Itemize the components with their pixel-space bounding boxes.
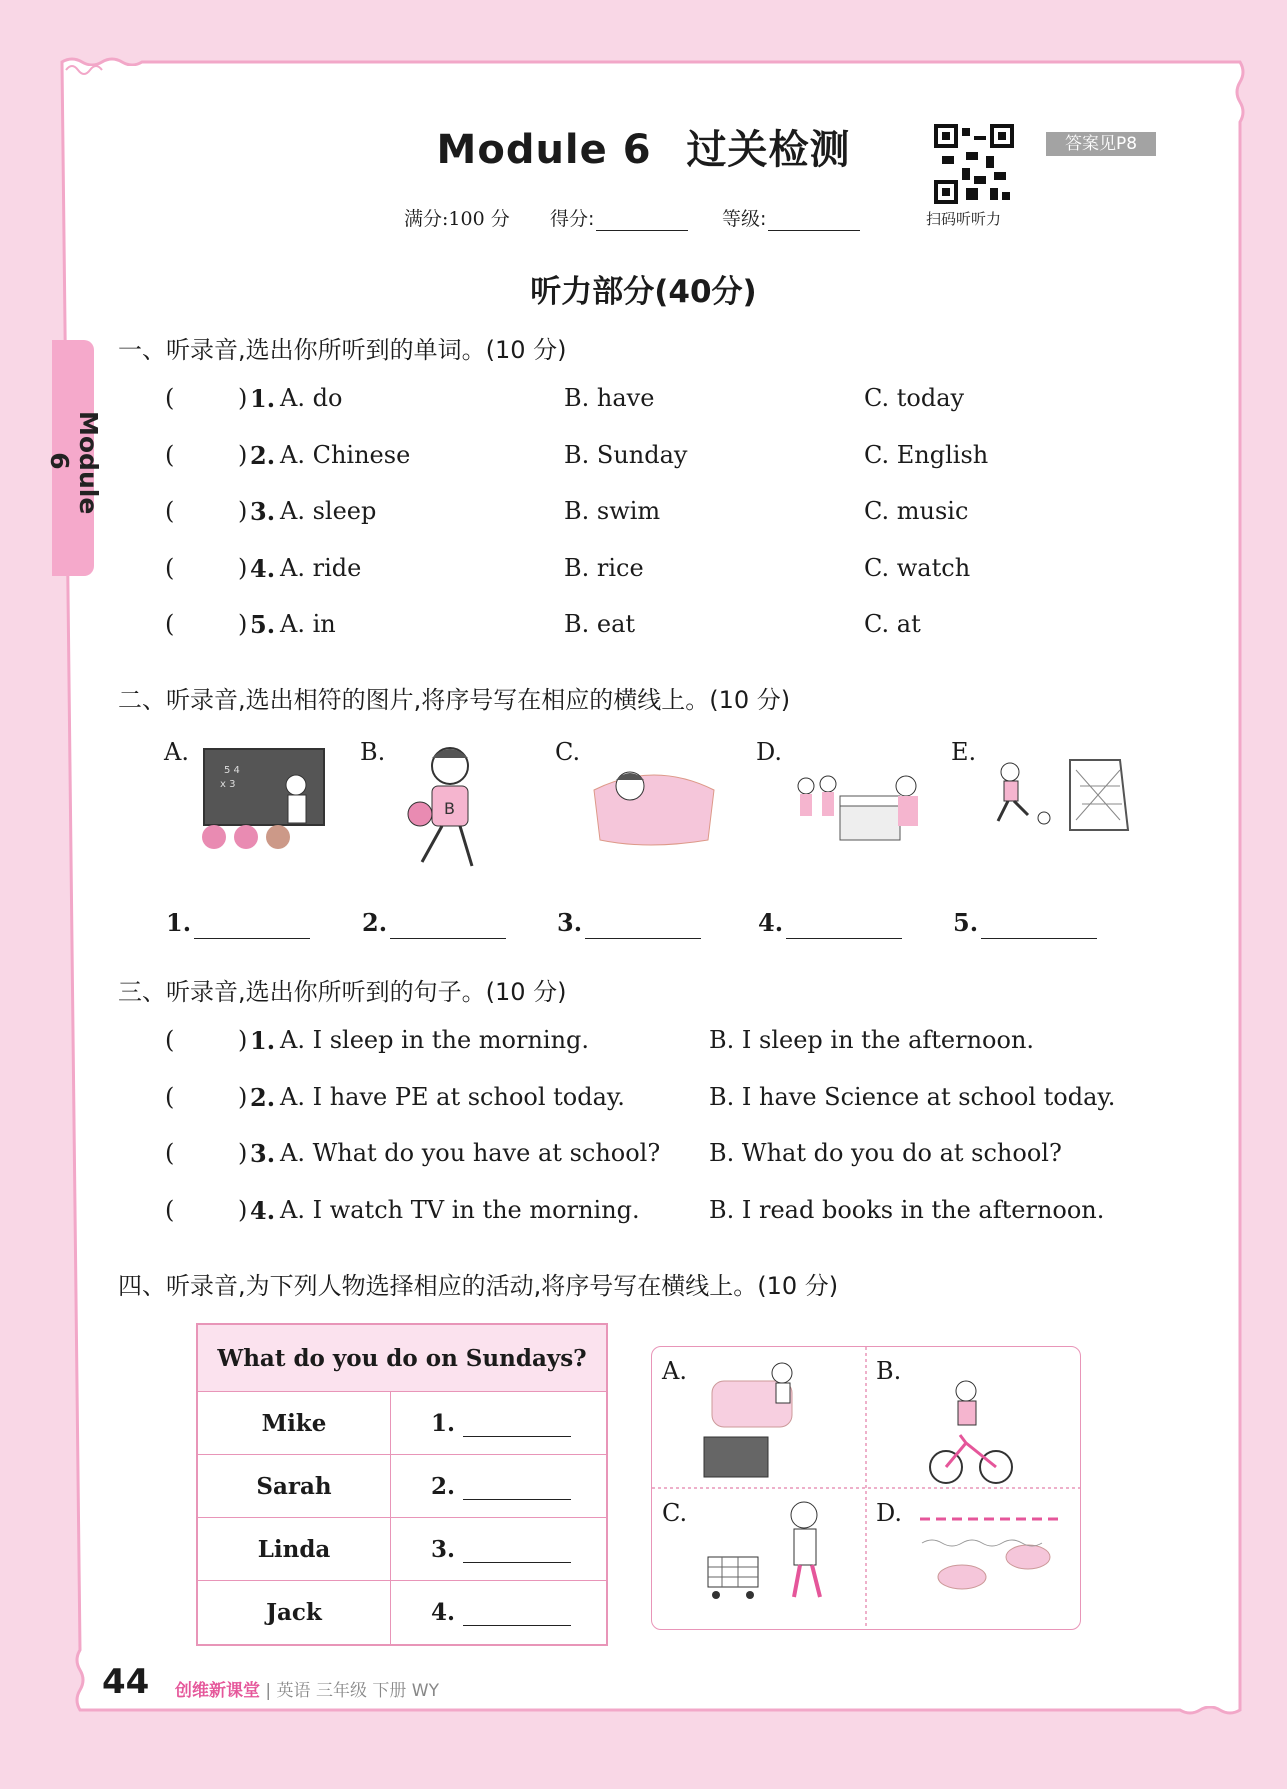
q1-item-number: 2. bbox=[250, 440, 276, 470]
footer-info: 创维新课堂 | 英语 三年级 下册 WY bbox=[175, 1681, 439, 1701]
q3-option-b: B. I read books in the afternoon. bbox=[709, 1195, 1105, 1224]
answer-cell bbox=[391, 1581, 608, 1645]
q3-item-number: 3. bbox=[250, 1139, 276, 1168]
answer-slot[interactable] bbox=[180, 610, 238, 638]
answer-bracket-open: ( bbox=[165, 1082, 175, 1111]
boy-basketball-image bbox=[392, 744, 492, 874]
q1-option-a: A. ride bbox=[280, 553, 362, 582]
answer-blank-line[interactable] bbox=[463, 1414, 571, 1437]
answer-number: 4. bbox=[431, 1599, 456, 1627]
picture-label: D. bbox=[756, 738, 783, 766]
q1-option-c: C. watch bbox=[864, 553, 971, 582]
q3-heading: 三、听录音,选出你所听到的句子。(10 分) bbox=[118, 978, 567, 1006]
answer-blank-line[interactable] bbox=[981, 916, 1097, 939]
q1-option-c: C. at bbox=[864, 610, 921, 638]
blank-number: 5. bbox=[953, 908, 979, 937]
grade-label: 等级: bbox=[722, 208, 767, 230]
q1-item-number: 4. bbox=[250, 553, 276, 583]
picture-label: B. bbox=[360, 738, 386, 766]
person-name: Sarah bbox=[197, 1455, 391, 1518]
qr-code[interactable] bbox=[934, 124, 1014, 204]
answer-slot[interactable] bbox=[180, 1139, 238, 1167]
q1-item-number: 1. bbox=[250, 384, 276, 413]
answer-number: 2. bbox=[431, 1472, 456, 1500]
answer-number: 3. bbox=[431, 1535, 456, 1563]
answer-bracket-open: ( bbox=[165, 1195, 175, 1224]
picture-label: C. bbox=[555, 738, 581, 766]
q1-option-b: B. Sunday bbox=[564, 440, 688, 469]
answer-cell bbox=[391, 1455, 608, 1518]
answer-bracket-close: ) bbox=[238, 553, 248, 582]
activity-table-header: What do you do on Sundays? bbox=[197, 1324, 607, 1392]
answer-bracket-open: ( bbox=[165, 1139, 175, 1167]
q3-option-a: A. I watch TV in the morning. bbox=[280, 1195, 640, 1224]
title-cn: 过关检测 bbox=[686, 127, 851, 173]
answer-bracket-close: ) bbox=[238, 1026, 248, 1054]
q1-item-number: 3. bbox=[250, 497, 276, 526]
q2-heading: 二、听录音,选出相符的图片,将序号写在相应的横线上。(10 分) bbox=[118, 686, 791, 714]
option-label: C. bbox=[662, 1499, 688, 1527]
blank-number: 4. bbox=[758, 908, 784, 937]
answer-bracket-open: ( bbox=[165, 384, 175, 412]
q3-option-a: A. I sleep in the morning. bbox=[280, 1026, 590, 1054]
answer-slot[interactable] bbox=[180, 441, 238, 469]
q3-item-number: 2. bbox=[250, 1082, 276, 1112]
teacher-classroom-image bbox=[196, 745, 330, 857]
answer-blank-line[interactable] bbox=[194, 916, 310, 939]
q3-option-a: A. What do you have at school? bbox=[280, 1139, 661, 1167]
answer-bracket-open: ( bbox=[165, 440, 175, 469]
q3-item-number: 4. bbox=[250, 1195, 276, 1225]
answer-bracket-close: ) bbox=[238, 440, 248, 469]
q3-item-number: 1. bbox=[250, 1026, 276, 1055]
answer-blank-line[interactable] bbox=[463, 1540, 571, 1563]
q3-option-a: A. I have PE at school today. bbox=[280, 1082, 625, 1111]
blank-number: 3. bbox=[557, 908, 583, 937]
q1-option-a: A. in bbox=[280, 610, 336, 638]
q4-heading: 四、听录音,为下列人物选择相应的活动,将序号写在横线上。(10 分) bbox=[118, 1272, 839, 1300]
grade-blank[interactable] bbox=[768, 212, 860, 231]
answer-bracket-close: ) bbox=[238, 1195, 248, 1224]
score-blank[interactable] bbox=[596, 212, 688, 231]
q1-option-b: B. swim bbox=[564, 497, 661, 525]
title-module: Module 6 bbox=[436, 127, 652, 173]
q1-option-c: C. music bbox=[864, 497, 969, 525]
answer-slot[interactable] bbox=[180, 497, 238, 525]
option-label: A. bbox=[662, 1357, 687, 1385]
option-a-image bbox=[704, 1363, 792, 1477]
answer-number: 1. bbox=[431, 1409, 456, 1437]
q3-option-b: B. I sleep in the afternoon. bbox=[709, 1026, 1035, 1054]
person-name: Linda bbox=[197, 1518, 391, 1581]
answer-blank-line[interactable] bbox=[585, 916, 701, 939]
q1-option-b: B. rice bbox=[564, 553, 644, 582]
q1-option-c: C. English bbox=[864, 440, 989, 469]
option-label: B. bbox=[876, 1357, 902, 1385]
answer-slot[interactable] bbox=[180, 1026, 238, 1054]
answer-bracket-close: ) bbox=[238, 1082, 248, 1111]
score-label: 得分: bbox=[550, 208, 595, 230]
answer-blank-line[interactable] bbox=[390, 916, 506, 939]
option-c-image bbox=[708, 1502, 820, 1599]
q3-option-b: B. I have Science at school today. bbox=[709, 1082, 1116, 1111]
q1-option-a: A. sleep bbox=[280, 497, 377, 525]
full-score: 满分:100 分 bbox=[404, 208, 510, 230]
answer-bracket-close: ) bbox=[238, 610, 248, 638]
activity-table-row bbox=[197, 1392, 607, 1455]
answer-slot[interactable] bbox=[180, 1196, 238, 1224]
q1-item-number: 5. bbox=[250, 610, 276, 639]
footer-brand: 创维新课堂 bbox=[175, 1681, 260, 1701]
activity-options-grid bbox=[651, 1346, 1081, 1630]
answer-cell bbox=[391, 1518, 608, 1581]
svg-text:5 4: 5 4 bbox=[224, 765, 240, 776]
answer-bracket-open: ( bbox=[165, 1026, 175, 1054]
answer-blank-line[interactable] bbox=[463, 1477, 571, 1500]
answer-ref-badge: 答案见P8 bbox=[1046, 132, 1156, 156]
answer-bracket-close: ) bbox=[238, 384, 248, 412]
activity-table bbox=[196, 1323, 608, 1646]
svg-text:x 3: x 3 bbox=[220, 779, 236, 790]
picture-label: E. bbox=[951, 738, 977, 766]
grade-field bbox=[722, 204, 860, 231]
footer-book-info: 英语 三年级 下册 WY bbox=[276, 1681, 439, 1701]
svg-text:B: B bbox=[444, 799, 455, 818]
person-name: Mike bbox=[197, 1392, 391, 1455]
option-label: D. bbox=[876, 1499, 903, 1527]
q1-option-b: B. have bbox=[564, 384, 655, 412]
answer-slot[interactable] bbox=[180, 384, 238, 412]
answer-blank-line[interactable] bbox=[463, 1603, 571, 1626]
answer-bracket-close: ) bbox=[238, 497, 248, 525]
q1-option-b: B. eat bbox=[564, 610, 636, 638]
answer-cell bbox=[391, 1392, 608, 1455]
child-sleeping-image bbox=[586, 750, 720, 850]
blank-number: 1. bbox=[166, 908, 192, 937]
listening-section-title: 听力部分(40分) bbox=[530, 274, 757, 310]
q1-heading: 一、听录音,选出你所听到的单词。(10 分) bbox=[118, 336, 567, 364]
answer-bracket-open: ( bbox=[165, 610, 175, 638]
activity-table-row bbox=[197, 1455, 607, 1518]
q1-option-a: A. do bbox=[280, 384, 343, 412]
answer-bracket-close: ) bbox=[238, 1139, 248, 1167]
q3-option-b: B. What do you do at school? bbox=[709, 1139, 1062, 1167]
options-grid-lines bbox=[652, 1347, 1080, 1629]
activity-table-row bbox=[197, 1518, 607, 1581]
qr-label: 扫码听听力 bbox=[926, 210, 1002, 228]
boy-football-image bbox=[980, 756, 1130, 840]
q1-option-a: A. Chinese bbox=[280, 440, 411, 469]
module-side-tab-label: Module 6 bbox=[45, 411, 103, 515]
option-b-image bbox=[930, 1381, 1012, 1483]
answer-slot[interactable] bbox=[180, 1083, 238, 1111]
children-piano-image bbox=[790, 756, 930, 856]
answer-bracket-open: ( bbox=[165, 553, 175, 582]
answer-slot[interactable] bbox=[180, 554, 238, 582]
answer-bracket-open: ( bbox=[165, 497, 175, 525]
person-name: Jack bbox=[197, 1581, 391, 1645]
activity-table-row bbox=[197, 1581, 607, 1645]
page-number: 44 bbox=[102, 1662, 150, 1702]
answer-blank-line[interactable] bbox=[786, 916, 902, 939]
picture-label: A. bbox=[164, 738, 189, 766]
q1-option-c: C. today bbox=[864, 384, 965, 412]
blank-number: 2. bbox=[362, 908, 388, 937]
score-field bbox=[550, 204, 688, 231]
option-d-image bbox=[920, 1519, 1062, 1589]
